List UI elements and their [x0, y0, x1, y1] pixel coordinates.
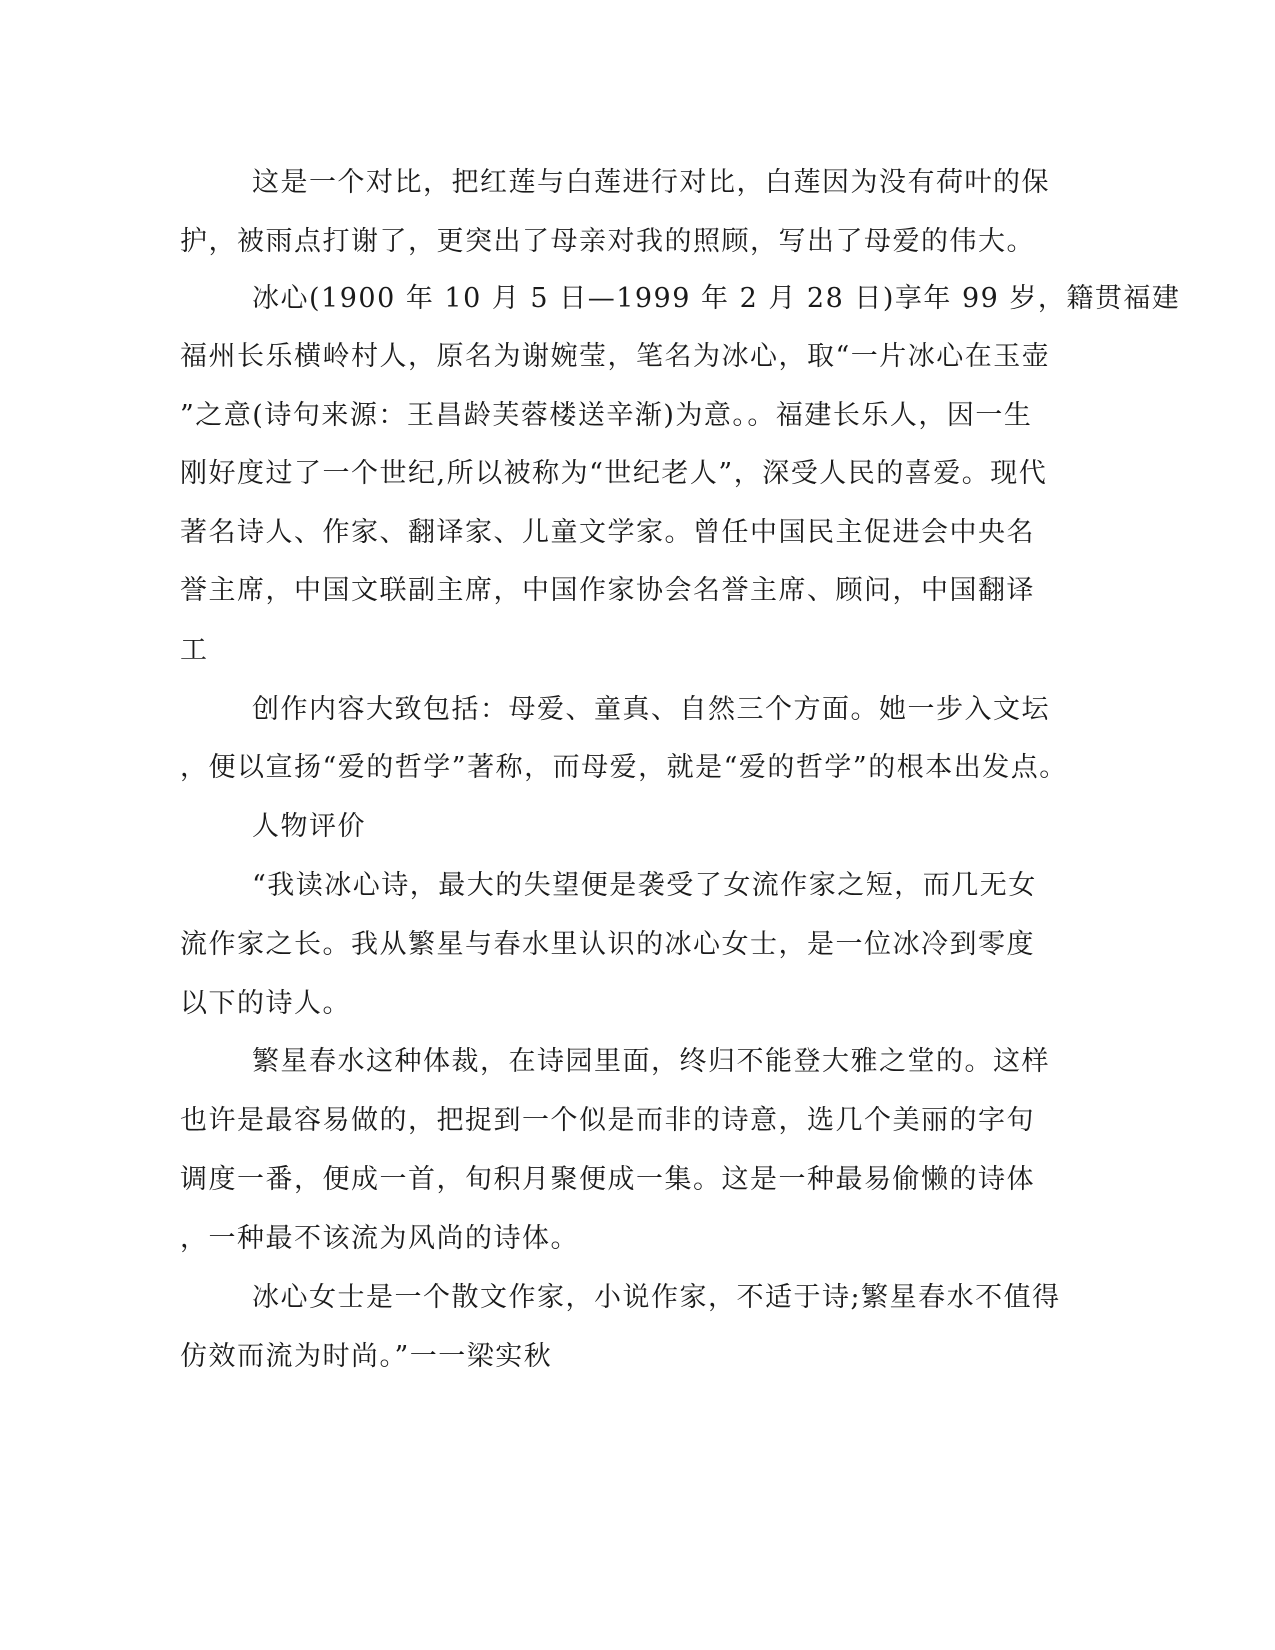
- text-line: ，一种最不该流为风尚的诗体。: [180, 1223, 579, 1254]
- text-line: 也许是最容易做的，把捉到一个似是而非的诗意，选几个美丽的字句: [180, 1105, 1035, 1136]
- text-line: ，便以宣扬“爱的哲学”著称，而母爱，就是“爱的哲学”的根本出发点。: [180, 752, 1068, 783]
- text-line: 仿效而流为时尚。”一一梁实秋: [180, 1341, 553, 1372]
- text-line: 冰心女士是一个散文作家，小说作家，不适于诗;繁星春水不值得: [252, 1282, 1061, 1313]
- section-heading: 人物评价: [252, 811, 366, 842]
- text-line: 这是一个对比，把红莲与白莲进行对比，白莲因为没有荷叶的保: [252, 167, 1050, 198]
- text-line: ”之意(诗句来源：王昌龄芙蓉楼送辛渐)为意。。福建长乐人，因一生: [180, 400, 1033, 431]
- text-line: 繁星春水这种体裁，在诗园里面，终归不能登大雅之堂的。这样: [252, 1046, 1050, 1077]
- text-line: 创作内容大致包括：母爱、童真、自然三个方面。她一步入文坛: [252, 694, 1050, 725]
- text-line: 著名诗人、作家、翻译家、儿童文学家。曾任中国民主促进会中央名: [180, 517, 1035, 548]
- text-line: 流作家之长。我从繁星与春水里认识的冰心女士，是一位冰冷到零度: [180, 929, 1035, 960]
- text-line: 护，被雨点打谢了，更突出了母亲对我的照顾，写出了母爱的伟大。: [180, 226, 1035, 257]
- text-line: 福州长乐横岭村人，原名为谢婉莹，笔名为冰心，取“一片冰心在玉壶: [180, 341, 1051, 372]
- text-line: 刚好度过了一个世纪,所以被称为“世纪老人”，深受人民的喜爱。现代: [180, 458, 1048, 489]
- text-line: 工: [180, 635, 209, 666]
- text-line: 誉主席，中国文联副主席，中国作家协会名誉主席、顾问，中国翻译: [180, 575, 1035, 606]
- text-line: 以下的诗人。: [180, 988, 351, 1019]
- text-line: “我读冰心诗，最大的失望便是袭受了女流作家之短，而几无女: [252, 870, 1037, 901]
- text-line: 调度一番，便成一首，旬积月聚便成一集。这是一种最易偷懒的诗体: [180, 1164, 1035, 1195]
- text-line: 冰心(1900 年 10 月 5 日—1999 年 2 月 28 日)享年 99 岁，籍贯福建: [252, 283, 1181, 314]
